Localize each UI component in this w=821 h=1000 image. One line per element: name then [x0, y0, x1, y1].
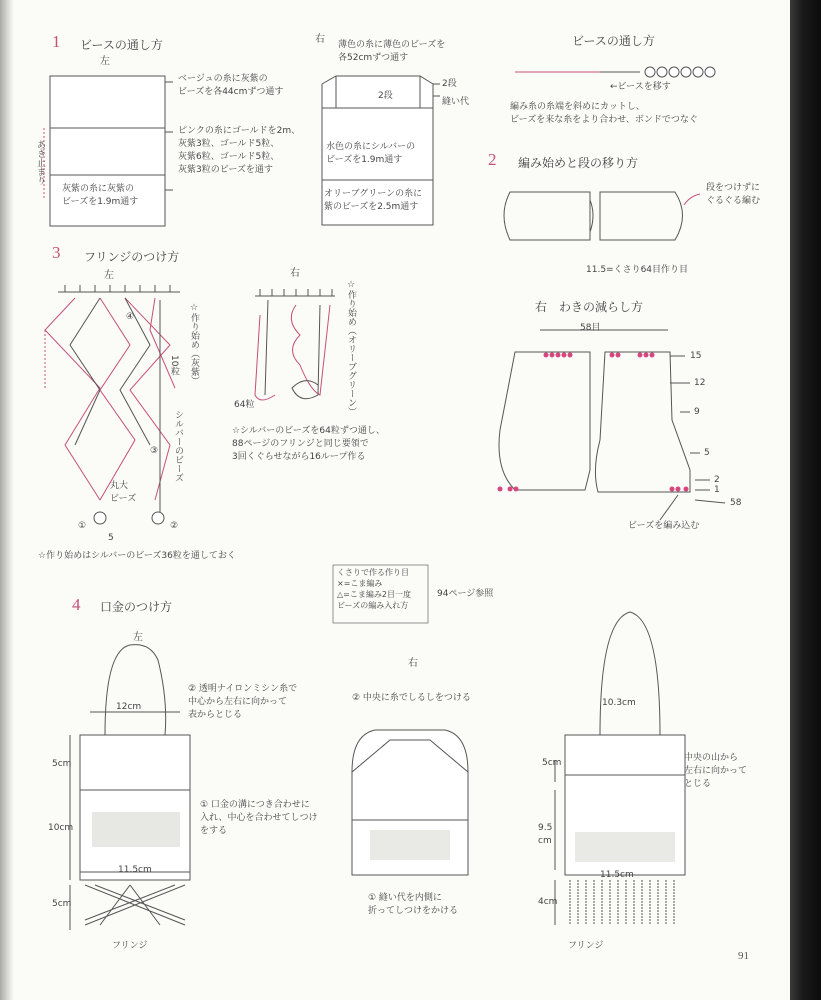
s1-right-label: 右 [315, 34, 325, 45]
s1-left-note2: ピンクの糸にゴールドを2m、 灰紫3粒、ゴールド5粒、 灰紫6粒、ゴールド5粒、 灰紫3粒のビーズを通す [178, 126, 301, 175]
bead-threading-drawing [515, 67, 715, 77]
s2b-row-15: 15 [690, 351, 702, 361]
s1-right-2dan-label: 2段 [378, 91, 393, 101]
s3-left-note: ☆作り始めはシルバーのビーズ36粒を通しておく [38, 551, 236, 561]
s4-right-width: 10.3cm [602, 698, 636, 708]
s4-width-12: 12cm [116, 702, 142, 712]
s4-right-w115: 11.5cm [600, 870, 634, 880]
s4-right-step: 中央の山から 左右に向かって とじる [684, 753, 748, 789]
s1r-note: 編み糸の糸端を斜めにカットし、 ビーズを来な糸をより合わせ、ボンドでつなぐ [510, 102, 698, 125]
s4-left-bag [70, 645, 190, 930]
s3-maru-beads: 丸大 ビーズ [110, 481, 137, 504]
s3-step-1: ① [78, 521, 87, 531]
s3-silver-beads: シルバーのビーズ [173, 410, 183, 482]
s4-step1-note: ① 口金の溝につき合わせに 入れ、中心を合わせてしつけ をする [200, 800, 318, 836]
s4-mid-bag [352, 730, 468, 875]
s4-h10: 10cm [48, 823, 74, 833]
s3-64-beads: 64粒 [234, 400, 255, 410]
s1-right-2dan-side: 2段 [442, 79, 457, 89]
s2b-row-1: 1 [714, 485, 720, 495]
section-2-number: 2 [488, 150, 497, 169]
s2b-bottom-note: ビーズを編み込む [628, 521, 700, 531]
section-4-number: 4 [72, 595, 81, 614]
s3-n5: 5 [108, 533, 114, 543]
s4-right-h95: 9.5 cm [538, 823, 553, 846]
s1-left-side-note: あき止まり [35, 140, 45, 185]
s1-right-nuishiro: 縫い代 [442, 97, 470, 107]
section-4-title: 口金のつけ方 [100, 600, 173, 614]
section-3-title: フリンジのつけ方 [84, 250, 180, 264]
s4-right-h4: 4cm [538, 897, 558, 907]
s3-right-label: 右 [290, 268, 300, 279]
s4-w115: 11.5cm [118, 865, 152, 875]
s3-left-label: 左 [104, 270, 114, 281]
s4-left-label: 左 [133, 632, 143, 643]
s1-left-label: 左 [100, 56, 110, 67]
s3-start-left: ☆作り始め（灰紫） [189, 303, 199, 385]
s2b-row-12: 12 [694, 378, 706, 388]
s1r-arrow-note: ←ビースを移す [610, 82, 671, 92]
s3-step-2: ② [170, 521, 179, 531]
s3-start-right: ☆作り始め（オリーブグリーン） [346, 280, 356, 416]
s2b-row-2: 2 [714, 475, 720, 485]
legend-ref: 94ページ参照 [437, 589, 494, 599]
s1-left-note3: 灰紫の糸に灰紫の ビーズを1.9m通す [62, 184, 139, 207]
s1-right-top-note: 薄色の糸に薄色のビーズを 各52cmずつ通す [338, 40, 446, 63]
s2-start-chart [504, 192, 700, 240]
s1-right-mid-note: 水色の糸にシルバーの ビーズを1.9m通す [326, 142, 416, 165]
legend-box-text: くさりで作る作り目 ×=こま編み △=こま編み2目一度 ビーズの編み入れ方 [337, 568, 411, 610]
s4-right-h5: 5cm [542, 758, 562, 768]
s4-mid-label: 右 [408, 658, 418, 669]
s2b-title: 右 わきの減らし方 [535, 300, 644, 314]
s3-ten-beads: 10粒 [169, 355, 179, 376]
s4-right-fringe: フリンジ [568, 941, 604, 951]
s2-bottom-note: 11.5=くさり64目作り目 [586, 265, 689, 275]
s1r-title: ビースの通し方 [572, 34, 655, 48]
s4-h5b: 5cm [52, 899, 72, 909]
s4-h5a: 5cm [52, 759, 72, 769]
s1-right-bottom-note: オリーブグリーンの糸に 紫のビーズを2.5m通す [324, 189, 423, 212]
s2b-row-58: 58 [730, 498, 742, 508]
s1-left-note1: ベージュの糸に灰紫の ビーズを各44cmずつ通す [178, 74, 284, 97]
s4-mid-step2: ② 中央に糸でしるしをつける [352, 693, 471, 703]
s2-right-note: 段をつけずに ぐるぐる編む [706, 183, 761, 206]
section-1-title: ビースの通し方 [80, 38, 163, 52]
section-2-title: 編み始めと段の移り方 [518, 156, 639, 170]
s3-step-3: ③ [150, 446, 159, 456]
s4-mid-step1: ① 縫い代を内側に 折ってしつけをかける [368, 893, 459, 916]
page-number: 91 [738, 950, 749, 962]
s3-right-fringe [255, 289, 335, 400]
s3-step-4: ④ [126, 312, 135, 322]
s2b-top-count: 58目 [580, 323, 601, 333]
section-1-number: 1 [52, 32, 61, 51]
s4-fringe-label: フリンジ [112, 941, 148, 951]
s2b-row-5: 5 [704, 448, 710, 458]
s2b-row-9: 9 [694, 407, 700, 417]
s3-right-note: ☆シルバーのビーズを64粒ずつ通し、 88ページのフリンジと同じ要領で 3回くぐらせながら16ループ作る [232, 426, 385, 462]
section-3-number: 3 [52, 243, 61, 262]
s4-step2-note: ② 透明ナイロンミシン糸で 中心から左右に向かって 表からとじる [188, 684, 298, 720]
